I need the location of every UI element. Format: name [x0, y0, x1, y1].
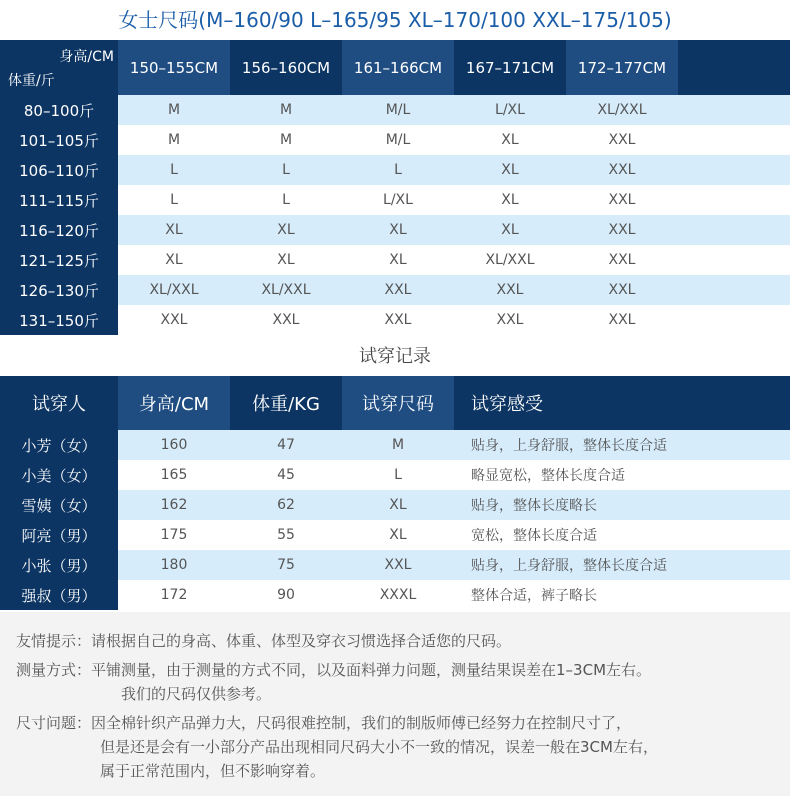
- size-row: [0, 185, 790, 215]
- trial-header-row: [0, 376, 790, 430]
- height-column-header: 150–155CM: [118, 40, 230, 95]
- size-row: [0, 215, 790, 245]
- size-cell: XXL: [118, 305, 230, 335]
- size-cell: M: [118, 95, 230, 125]
- size-cell: M: [230, 95, 342, 125]
- size-cell: L: [342, 155, 454, 185]
- size-cell: XL: [454, 155, 566, 185]
- size-row: [0, 155, 790, 185]
- trial-row: [0, 550, 790, 580]
- size-cell: M/L: [342, 125, 454, 155]
- note-size-issue-cont1: 但是还是会有一小部分产品出现相同尺码大小不一致的情况，误差一般在3CM左右，: [100, 738, 658, 756]
- corner-weight-label: 体重/斤: [8, 73, 55, 89]
- size-cell: XL: [118, 245, 230, 275]
- size-cell: XL: [342, 215, 454, 245]
- row-filler: [678, 245, 790, 275]
- trial-size: XXXL: [342, 580, 454, 610]
- height-column-header: 172–177CM: [566, 40, 678, 95]
- height-column-header: 161–166CM: [342, 40, 454, 95]
- trial-height: 165: [118, 460, 230, 490]
- size-cell: XL/XXL: [566, 95, 678, 125]
- corner-height-label: 身高/CM: [59, 49, 114, 65]
- height-column-header: 167–171CM: [454, 40, 566, 95]
- trial-row: [0, 460, 790, 490]
- row-filler: [678, 185, 790, 215]
- size-chart-corner: [0, 40, 118, 95]
- trial-header-person: 试穿人: [0, 376, 118, 430]
- size-cell: XXL: [454, 275, 566, 305]
- weight-row-label: 111–115斤: [0, 185, 118, 215]
- size-row: [0, 125, 790, 155]
- size-cell: M/L: [342, 95, 454, 125]
- size-cell: XXL: [342, 275, 454, 305]
- weight-row-label: 80–100斤: [0, 95, 118, 125]
- trial-feel: 贴身，整体长度略长: [454, 490, 790, 520]
- trial-row: [0, 580, 790, 610]
- trial-feel: 贴身，上身舒服，整体长度合适: [454, 430, 790, 460]
- trial-person: 小美（女）: [0, 460, 118, 490]
- note-measure: 测量方式：平铺测量，由于测量的方式不同，以及面料弹力问题，测量结果误差在1–3CM左右。: [16, 661, 652, 679]
- size-cell: L/XL: [342, 185, 454, 215]
- trial-row: [0, 490, 790, 520]
- trial-size: XL: [342, 490, 454, 520]
- row-filler: [678, 95, 790, 125]
- size-cell: XL: [118, 215, 230, 245]
- trial-header-weight: 体重/KG: [230, 376, 342, 430]
- header-filler: [678, 40, 790, 95]
- trial-feel: 贴身，上身舒服，整体长度合适: [454, 550, 790, 580]
- trial-feel: 宽松，整体长度合适: [454, 520, 790, 550]
- trial-weight: 45: [230, 460, 342, 490]
- size-cell: L: [230, 155, 342, 185]
- trial-row: [0, 430, 790, 460]
- size-cell: XXL: [230, 305, 342, 335]
- trial-feel: 略显宽松，整体长度合适: [454, 460, 790, 490]
- trial-height: 162: [118, 490, 230, 520]
- note-size-issue: 尺寸问题：因全棉针织产品弹力大，尺码很难控制，我们的制版师傅已经努力在控制尺寸了，: [16, 714, 632, 732]
- size-cell: L: [118, 155, 230, 185]
- size-row: [0, 245, 790, 275]
- size-cell: L: [230, 185, 342, 215]
- size-cell: XL: [454, 125, 566, 155]
- row-filler: [678, 305, 790, 335]
- trial-header-height: 身高/CM: [118, 376, 230, 430]
- size-cell: XXL: [566, 305, 678, 335]
- note-measure-cont: 我们的尺码仅供参考。: [121, 685, 272, 703]
- size-cell: XL/XXL: [454, 245, 566, 275]
- weight-row-label: 131–150斤: [0, 305, 118, 335]
- size-cell: XL: [230, 245, 342, 275]
- size-cell: XXL: [566, 275, 678, 305]
- row-filler: [678, 275, 790, 305]
- trial-size: XL: [342, 520, 454, 550]
- size-cell: XXL: [566, 245, 678, 275]
- trial-person: 强叔（男）: [0, 580, 118, 610]
- size-row: [0, 305, 790, 335]
- size-cell: XXL: [566, 215, 678, 245]
- weight-row-label: 126–130斤: [0, 275, 118, 305]
- trial-weight: 55: [230, 520, 342, 550]
- size-cell: XL: [342, 245, 454, 275]
- trial-weight: 90: [230, 580, 342, 610]
- trial-height: 175: [118, 520, 230, 550]
- size-cell: XXL: [342, 305, 454, 335]
- trial-person: 小张（男）: [0, 550, 118, 580]
- size-row: [0, 275, 790, 305]
- weight-row-label: 121–125斤: [0, 245, 118, 275]
- trial-row: [0, 520, 790, 550]
- row-filler: [678, 215, 790, 245]
- size-cell: XL: [230, 215, 342, 245]
- trial-height: 180: [118, 550, 230, 580]
- trial-size: M: [342, 430, 454, 460]
- trial-record-table: [0, 376, 790, 610]
- trial-weight: 47: [230, 430, 342, 460]
- trial-height: 172: [118, 580, 230, 610]
- weight-row-label: 101–105斤: [0, 125, 118, 155]
- trial-weight: 75: [230, 550, 342, 580]
- note-tip: 友情提示：请根据自己的身高、体重、体型及穿衣习惯选择合适您的尺码。: [16, 632, 512, 650]
- trial-header-size: 试穿尺码: [342, 376, 454, 430]
- row-filler: [678, 155, 790, 185]
- note-size-issue-cont2: 属于正常范围内，但不影响穿着。: [100, 762, 326, 780]
- size-cell: XL: [454, 185, 566, 215]
- trial-feel: 整体合适，裤子略长: [454, 580, 790, 610]
- size-cell: XXL: [566, 125, 678, 155]
- trial-person: 阿亮（男）: [0, 520, 118, 550]
- trial-height: 160: [118, 430, 230, 460]
- trial-header-feel: 试穿感受: [454, 376, 790, 430]
- trial-weight: 62: [230, 490, 342, 520]
- size-cell: XL: [454, 215, 566, 245]
- notes-panel: [0, 612, 790, 796]
- weight-row-label: 116–120斤: [0, 215, 118, 245]
- size-cell: XL/XXL: [118, 275, 230, 305]
- weight-row-label: 106–110斤: [0, 155, 118, 185]
- size-chart-table: [0, 40, 790, 335]
- size-cell: XXL: [566, 155, 678, 185]
- trial-person: 小芳（女）: [0, 430, 118, 460]
- size-chart-title: 女士尺码(M–160/90 L–165/95 XL–170/100 XXL–175/105): [118, 8, 672, 32]
- size-header-row: [0, 40, 790, 95]
- trial-size: XXL: [342, 550, 454, 580]
- row-filler: [678, 125, 790, 155]
- size-cell: L/XL: [454, 95, 566, 125]
- trial-person: 雪姨（女）: [0, 490, 118, 520]
- trial-size: L: [342, 460, 454, 490]
- trial-record-title: 试穿记录: [359, 346, 431, 367]
- height-column-header: 156–160CM: [230, 40, 342, 95]
- size-row: [0, 95, 790, 125]
- size-cell: XXL: [454, 305, 566, 335]
- size-cell: XL/XXL: [230, 275, 342, 305]
- size-cell: M: [230, 125, 342, 155]
- size-cell: M: [118, 125, 230, 155]
- size-cell: L: [118, 185, 230, 215]
- size-cell: XXL: [566, 185, 678, 215]
